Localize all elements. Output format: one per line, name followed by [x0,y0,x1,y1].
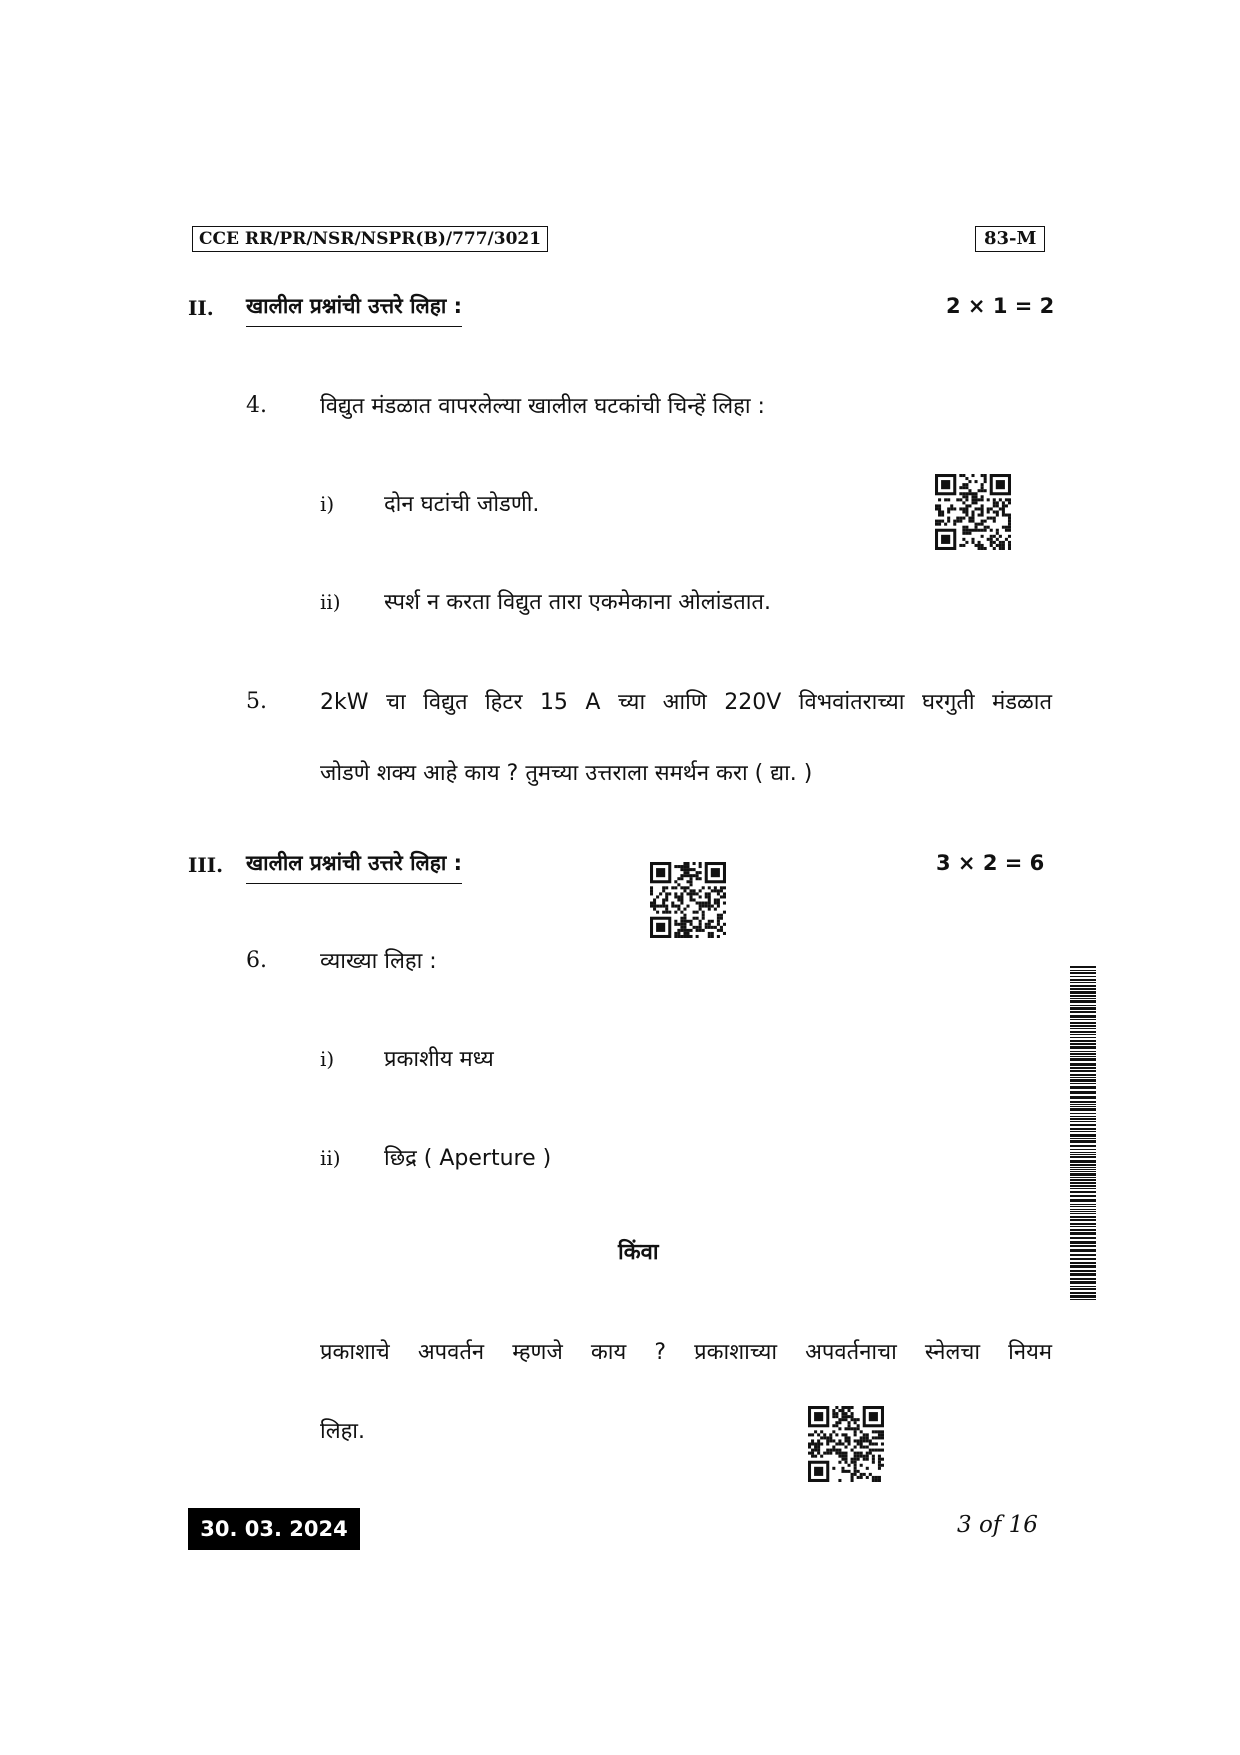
question-4-sub-1-number: i) [320,492,335,516]
question-6-number: 6. [246,948,267,973]
qr-code-icon [935,474,1011,550]
question-4-text: विद्युत मंडळात वापरलेल्या खालील घटकांची चिन्हें लिहा : [320,394,765,419]
page-number: 3 of 16 [957,1512,1038,1538]
question-5-number: 5. [246,689,267,714]
section-3-number: III. [188,853,224,877]
paper-number: 83-M [975,226,1045,252]
qr-code-icon [808,1406,884,1482]
question-6-sub-1-text: प्रकाशीय मध्य [384,1047,494,1072]
or-separator: किंवा [618,1240,659,1265]
question-6-sub-1-number: i) [320,1047,335,1071]
question-4-sub-1-text: दोन घटांची जोडणी. [384,492,540,517]
section-2-number: II. [188,296,214,320]
question-4-number: 4. [246,393,267,418]
question-4-sub-2-number: ii) [320,590,341,614]
question-6-alt-line-1: प्रकाशाचे अपवर्तन म्हणजे काय ? प्रकाशाच्या अपवर्तनाचा स्नेलचा नियम [320,1340,1052,1365]
barcode-icon [1070,966,1096,1302]
question-6-text: व्याख्या लिहा : [320,949,437,974]
question-6-sub-2-number: ii) [320,1146,341,1170]
section-3-marks: 3 × 2 = 6 [936,851,1045,875]
question-5-line-2: जोडणे शक्य आहे काय ? तुमच्या उत्तराला समर्थन करा ( द्या. ) [320,761,813,786]
qr-code-icon [650,862,726,938]
section-2-title: खालील प्रश्नांची उत्तरे लिहा : [246,292,462,327]
exam-date: 30. 03. 2024 [188,1508,360,1550]
question-4-sub-2-text: स्पर्श न करता विद्युत तारा एकमेकाना ओलांडतात. [384,590,771,615]
question-5-line-1: 2kW चा विद्युत हिटर 15 A च्या आणि 220V विभवांतराच्या घरगुती मंडळात [320,690,1052,715]
section-2-marks: 2 × 1 = 2 [946,294,1055,318]
question-6-sub-2-text: छिद्र ( Aperture ) [384,1146,552,1171]
paper-code: CCE RR/PR/NSR/NSPR(B)/777/3021 [192,226,548,252]
section-3-title: खालील प्रश्नांची उत्तरे लिहा : [246,849,462,884]
question-6-alt-line-2: लिहा. [320,1419,365,1444]
